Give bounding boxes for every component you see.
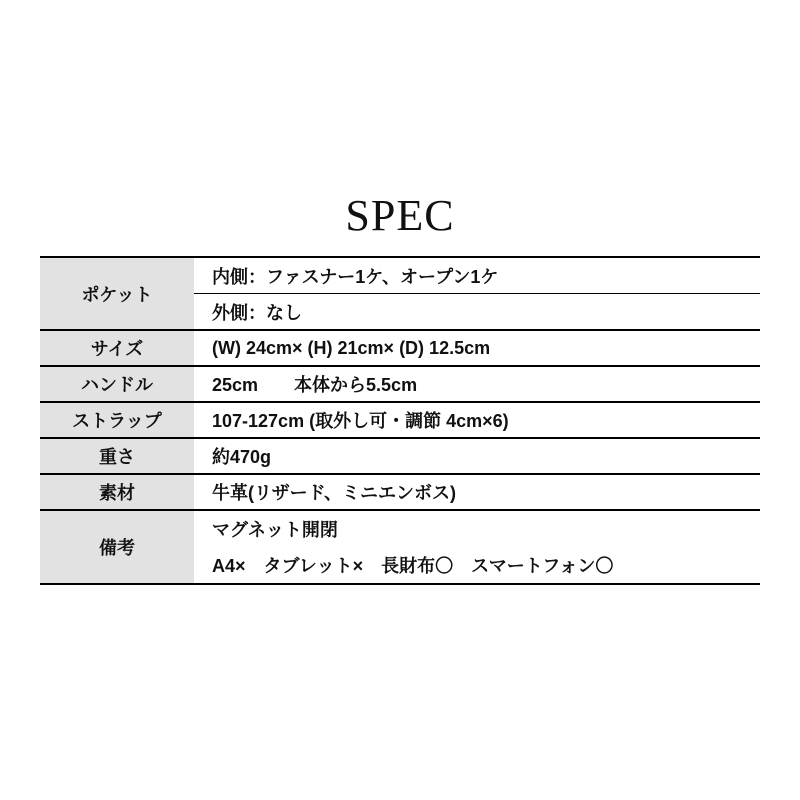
notes-line-closure: マグネット開閉 (212, 520, 338, 541)
spec-row-notes (40, 511, 760, 585)
spec-row-pocket-value (194, 258, 760, 329)
spec-row-strap-label: ストラップ (40, 403, 194, 437)
spec-row-material-value (194, 475, 760, 509)
spec-row-handle-label: ハンドル (40, 367, 194, 401)
spec-row-strap-value (194, 403, 760, 437)
strap-value: 107-127cm (取外し可・調節 4cm×6) (212, 411, 509, 432)
spec-row-material-label: 素材 (40, 475, 194, 509)
size-value: (W) 24cm× (H) 21cm× (D) 12.5cm (212, 337, 491, 358)
pocket-inside-value: 内側：ファスナー1ケ、オープン1ケ (194, 258, 760, 294)
spec-row-strap (40, 403, 760, 439)
handle-value: 25cm 本体から5.5cm (212, 375, 418, 396)
pocket-outside-value: 外側：なし (212, 302, 302, 323)
spec-row-weight (40, 439, 760, 475)
page-title: SPEC (345, 191, 455, 240)
spec-row-pocket (40, 258, 760, 331)
spec-row-size-label: サイズ (40, 331, 194, 365)
spec-row-weight-label: 重さ (40, 439, 194, 473)
spec-row-notes-label: 備考 (40, 511, 194, 583)
weight-value: 約470g (212, 447, 272, 468)
spec-row-handle (40, 367, 760, 403)
material-value: 牛革(リザード、ミニエンボス) (212, 483, 457, 504)
notes-line-capacity: A4× タブレット× 長財布〇 スマートフォン〇 (212, 556, 614, 577)
spec-row-weight-value (194, 439, 760, 473)
spec-row-notes-value (194, 511, 760, 583)
spec-row-material (40, 475, 760, 511)
spec-row-pocket-label: ポケット (40, 258, 194, 329)
spec-row-size-value (194, 331, 760, 365)
spec-row-handle-value (194, 367, 760, 401)
spec-table (40, 256, 760, 585)
spec-row-size (40, 331, 760, 367)
